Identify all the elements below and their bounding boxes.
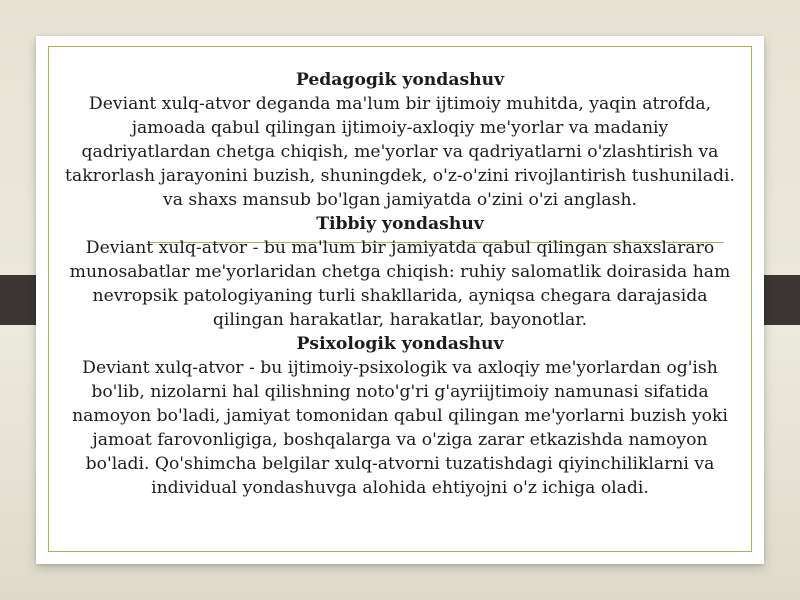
slide-content [0, 68, 800, 500]
section-text-medical: Deviant xulq-atvor - bu ma'lum bir jamiyatda qabul qilingan shaxslararo munosabatlar me'yorlaridan chetga chiqish: ruhiy salomatlik doirasida ham nevropsik patologiyaning turli shakllarida, ayniqsa chegara darajasida qilingan harakatlar, harakatlar, bayonotlar. [69, 238, 731, 330]
section-text-psychological: Deviant xulq-atvor - bu ijtimoiy-psixologik va axloqiy me'yorlardan og'ish bo'lib, nizolarni hal qilishning noto'g'ri g'ayriijtimoiy namunasi sifatida namoyon bo'ladi, jamiyat tomonidan qabul qilingan me'yorlarni buzish yoki jamoat farovonligiga, boshqalarga va o'ziga zarar etkazishda namoyon bo'ladi. Qo'shimcha belgilar xulq-atvorni tuzatishdagi qiyinchiliklarni va individual yondashuvga alohida ehtiyojni o'z ichiga oladi. [72, 358, 728, 498]
section-heading-medical: Tibbiy yondashuv [316, 214, 484, 234]
section-heading-pedagogical: Pedagogik yondashuv [295, 70, 505, 90]
section-text-pedagogical: Deviant xulq-atvor deganda ma'lum bir ijtimoiy muhitda, yaqin atrofda, jamoada qabul qilingan ijtimoiy-axloqiy me'yorlar va madaniy qadriyatlardan chetga chiqish, me'yorlar va qadriyatlarni o'zlashtirish va takrorlash jarayonini buzish, shuningdek, o'z-o'zini rivojlantirish tushuniladi. va shaxs mansub bo'lgan jamiyatda o'zini o'zi anglash. [65, 94, 735, 210]
section-heading-psychological: Psixologik yondashuv [296, 334, 504, 354]
